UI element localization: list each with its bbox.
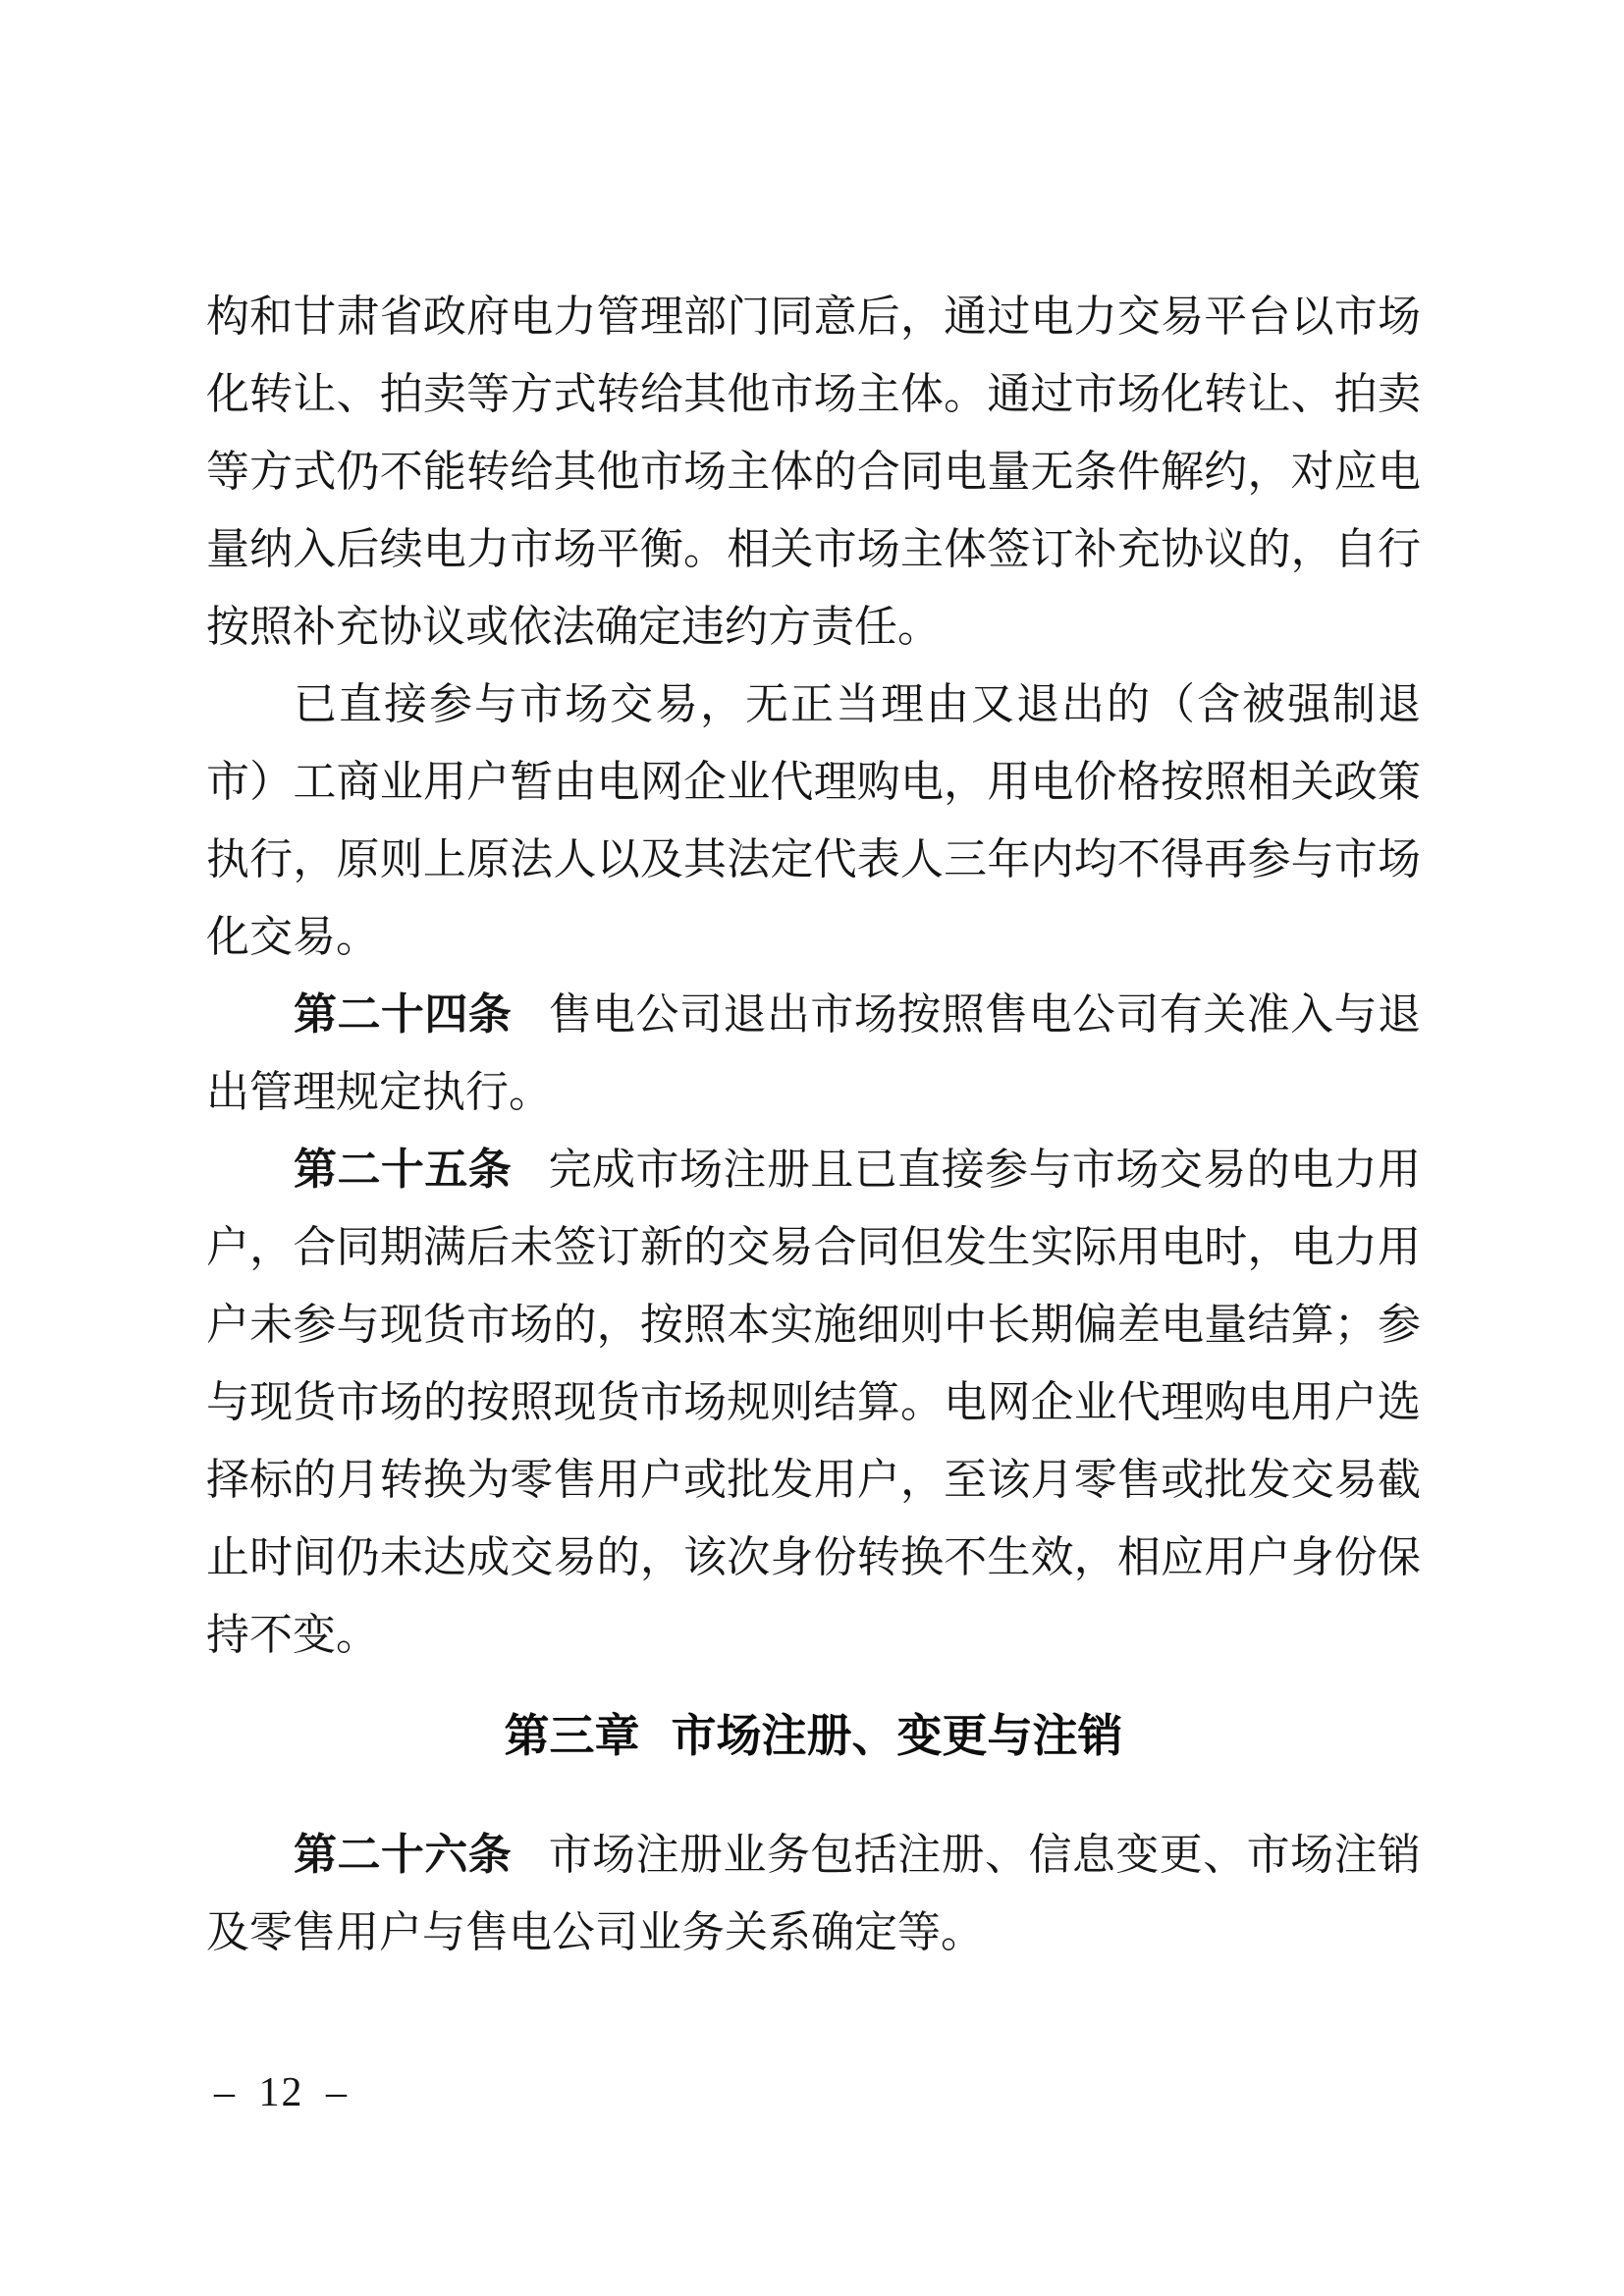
article-number: 第二十四条 — [294, 990, 513, 1039]
paragraph-article-24 — [206, 976, 1421, 1131]
page-footer — [214, 2067, 349, 2118]
article-text: 完成市场注册且已直接参与市场交易的电力用户，合同期满后未签订新的交易合同但发生实际用电时，电力用户未参与现货市场的，按照本实施细则中长期偏差电量结算；参与现货市场的按照现货市场规则结算。电网企业代理购电用户选择标的月转换为零售用户或批发用户，至该月零售或批发交易截止时间仍未达成交易的，该次身份转换不生效，相应用户身份保持不变。 — [206, 1146, 1422, 1659]
article-text: 市场注册业务包括注册、信息变更、市场注销及零售用户与售电公司业务关系确定等。 — [206, 1831, 1422, 1956]
article-number: 第二十五条 — [294, 1146, 513, 1194]
chapter-title: 市场注册、变更与注销 — [671, 1710, 1123, 1761]
article-text: 售电公司退出市场按照售电公司有关准入与退出管理规定执行。 — [206, 990, 1422, 1116]
paragraph-article-26 — [206, 1816, 1421, 1971]
chapter-heading — [206, 1697, 1421, 1775]
paragraph-continuation: 构和甘肃省政府电力管理部门同意后，通过电力交易平台以市场化转让、拍卖等方式转给其他市场主体。通过市场化转让、拍卖等方式仍不能转给其他市场主体的合同电量无条件解约，对应电量纳入后续电力市场平衡。相关市场主体签订补充协议的，自行按照补充协议或依法确定违约方责任。 — [206, 293, 1421, 651]
paragraph: 已直接参与市场交易，无正当理由又退出的（含被强制退市）工商业用户暂由电网企业代理购电，用电价格按照相关政策执行，原则上原法人以及其法定代表人三年内均不得再参与市场化交易。 — [206, 680, 1421, 961]
chapter-number: 第三章 — [504, 1710, 640, 1761]
paragraph-article-25 — [206, 1131, 1421, 1674]
article-number: 第二十六条 — [294, 1831, 513, 1879]
document-body — [206, 278, 1421, 1971]
page-number: – 12 – — [214, 2070, 349, 2115]
